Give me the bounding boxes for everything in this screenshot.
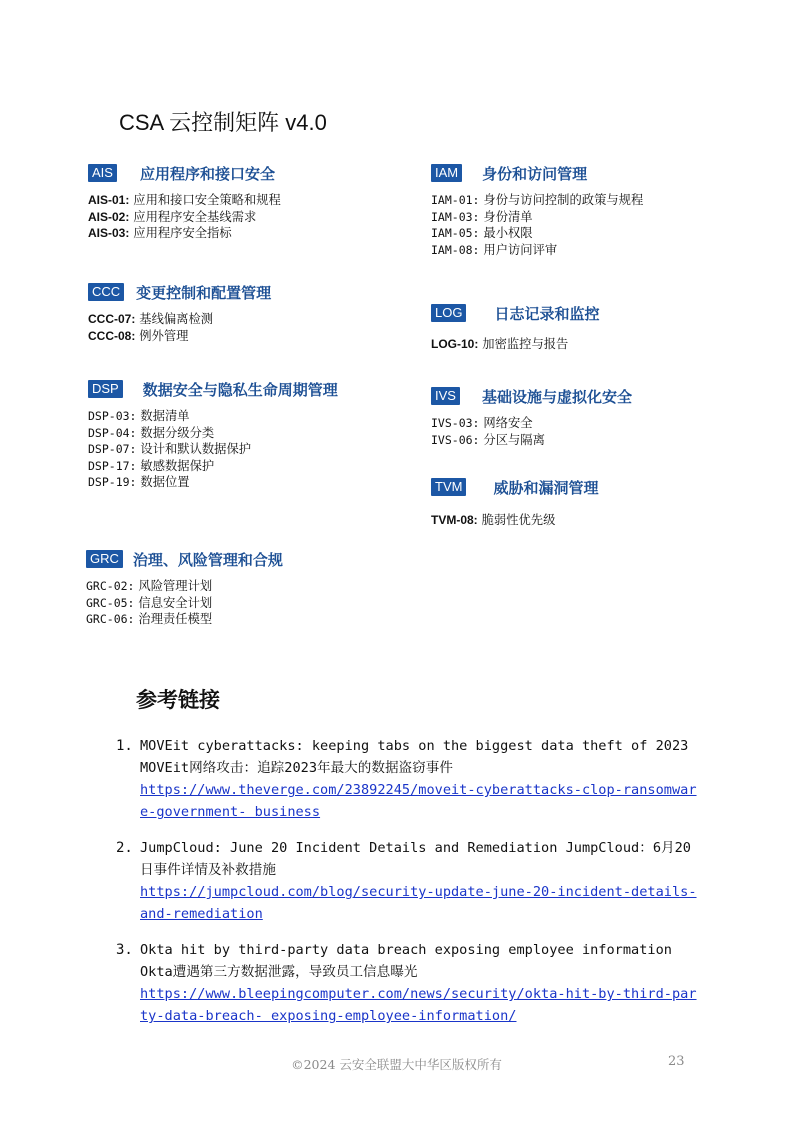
- section-badge: TVM: [431, 478, 466, 496]
- control-item: GRC-02: 风险管理计划: [86, 579, 213, 593]
- control-item: AIS-01: 应用和接口安全策略和规程: [88, 193, 281, 207]
- section-title: 数据安全与隐私生命周期管理: [142, 380, 338, 399]
- control-item: DSP-07: 设计和默认数据保护: [88, 442, 252, 456]
- references-list: [116, 735, 706, 1041]
- reference-link[interactable]: https://www.bleepingcomputer.com/news/security/okta-hit-by-third-party-data-breach- exposing-employee-information/: [140, 986, 697, 1024]
- reference-link[interactable]: https://www.theverge.com/23892245/moveit-cyberattacks-clop-ransomware-government- business: [140, 782, 697, 820]
- section-badge: IVS: [431, 387, 460, 405]
- section-log: [431, 302, 791, 353]
- control-item: GRC-05: 信息安全计划: [86, 595, 213, 610]
- reference-text: JumpCloud: June 20 Incident Details and Remediation JumpCloud：6月20日事件详情及补救措施: [140, 840, 691, 878]
- control-item: CCC-08: 例外管理: [88, 328, 189, 343]
- section-badge: CCC: [88, 283, 124, 301]
- reference-item: [116, 837, 706, 925]
- control-item: IVS-03: 网络安全: [431, 416, 533, 430]
- control-item: IAM-05: 最小权限: [431, 226, 533, 240]
- footer-copyright: ©2024 云安全联盟大中华区版权所有: [291, 1057, 502, 1072]
- section-badge: LOG: [431, 304, 466, 322]
- control-item: TVM-08: 脆弱性优先级: [431, 513, 556, 527]
- section-ccc: [88, 281, 448, 344]
- reference-item: [116, 939, 706, 1027]
- control-item: DSP-04: 数据分级分类: [88, 425, 215, 440]
- reference-number: 3.: [116, 942, 133, 958]
- control-item: DSP-19: 数据位置: [88, 475, 190, 489]
- control-item: DSP-03: 数据清单: [88, 409, 190, 423]
- reference-text: MOVEit cyberattacks: keeping tabs on the biggest data theft of 2023 MOVEit网络攻击：追踪2023年最大的数据盗窃事件: [140, 738, 689, 776]
- section-badge: GRC: [86, 550, 123, 568]
- control-item: AIS-03: 应用程序安全指标: [88, 226, 232, 240]
- section-title: 基础设施与虚拟化安全: [481, 387, 632, 406]
- control-item: IAM-01: 身份与访问控制的政策与规程: [431, 193, 644, 207]
- control-item: CCC-07: 基线偏离检测: [88, 312, 214, 326]
- references-heading: 参考链接: [136, 688, 220, 712]
- control-item: AIS-02: 应用程序安全基线需求: [88, 209, 257, 224]
- reference-item: [116, 735, 706, 823]
- section-title: 身份和访问管理: [482, 164, 588, 183]
- section-badge: IAM: [431, 164, 462, 182]
- section-badge: DSP: [88, 380, 123, 398]
- reference-number: 2.: [116, 840, 133, 856]
- reference-number: 1.: [116, 738, 133, 754]
- reference-link[interactable]: https://jumpcloud.com/blog/security-update-june-20-incident-details-and-remediation: [140, 884, 697, 922]
- page-title: CSA 云控制矩阵 v4.0: [119, 110, 327, 135]
- control-item: IAM-03: 身份清单: [431, 209, 533, 224]
- section-title: 威胁和漏洞管理: [493, 478, 599, 497]
- control-item: IAM-08: 用户访问评审: [431, 242, 558, 257]
- reference-text: Okta hit by third-party data breach exposing employee information Okta遭遇第三方数据泄露，导致员工信息曝光: [140, 942, 672, 980]
- page-number: 23: [668, 1054, 685, 1069]
- section-iam: [431, 162, 791, 258]
- section-title: 日志记录和监控: [494, 304, 600, 323]
- section-dsp: [88, 378, 448, 491]
- control-item: GRC-06: 治理责任模型: [86, 612, 213, 626]
- control-item: LOG-10: 加密监控与报告: [431, 337, 569, 351]
- section-tvm: [431, 476, 791, 529]
- section-title: 变更控制和配置管理: [136, 283, 272, 302]
- section-ivs: [431, 385, 791, 448]
- section-title: 应用程序和接口安全: [139, 164, 275, 183]
- section-grc: [86, 548, 446, 628]
- control-item: IVS-06: 分区与隔离: [431, 432, 545, 447]
- section-badge: AIS: [88, 164, 117, 182]
- control-item: DSP-17: 敏感数据保护: [88, 458, 215, 473]
- section-ais: [88, 162, 448, 242]
- section-title: 治理、风险管理和合规: [132, 550, 283, 569]
